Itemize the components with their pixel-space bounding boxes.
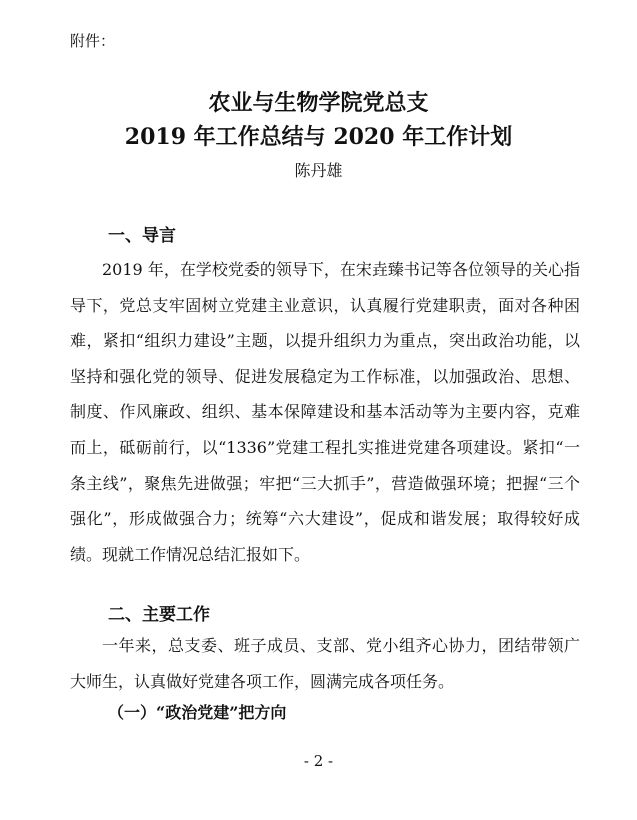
document-title-line-1: 农业与生物学院党总支	[208, 90, 429, 116]
attachment-label: 附件：	[70, 32, 116, 50]
main-work-paragraph: 一年来，总支委、班子成员、支部、党小组齐心协力，团结带领广大师生，认真做好党建各项工作，圆满完成各项任务。	[70, 636, 580, 691]
subsection-heading-political: （一）“政治党建”把方向	[108, 703, 287, 722]
page-number: - 2 -	[303, 752, 334, 770]
introduction-paragraph: 2019 年，在学校党委的领导下，在宋垚臻书记等各位领导的关心指导下，党总支牢固树立党建主业意识，认真履行党建职责，面对各种困难，紧扣“组织力建设”主题，以提升组织力为重点，突出政治功能，以坚持和强化党的领导、促进发展稳定为工作标准，以加强政治、思想、制度、作风廉政、组织、基本保障建设和基本活动等为主要内容，克难而上，砥砺前行，以“1336”党建工程扎实推进党建各项建设。紧扣“一条主线”，聚焦先进做强；牢把“三大抓手”，营造做强环境；把握“三个强化”，形成做强合力；统筹“六大建设”，促成和谐发展；取得较好成绩。现就工作情况总结汇报如下。	[70, 260, 580, 564]
section-heading-introduction: 一、导言	[108, 226, 176, 246]
document-title-line-2: 2019 年工作总结与 2020 年工作计划	[124, 124, 513, 150]
author-name: 陈丹雄	[294, 161, 343, 180]
section-heading-main-work: 二、主要工作	[108, 605, 210, 625]
